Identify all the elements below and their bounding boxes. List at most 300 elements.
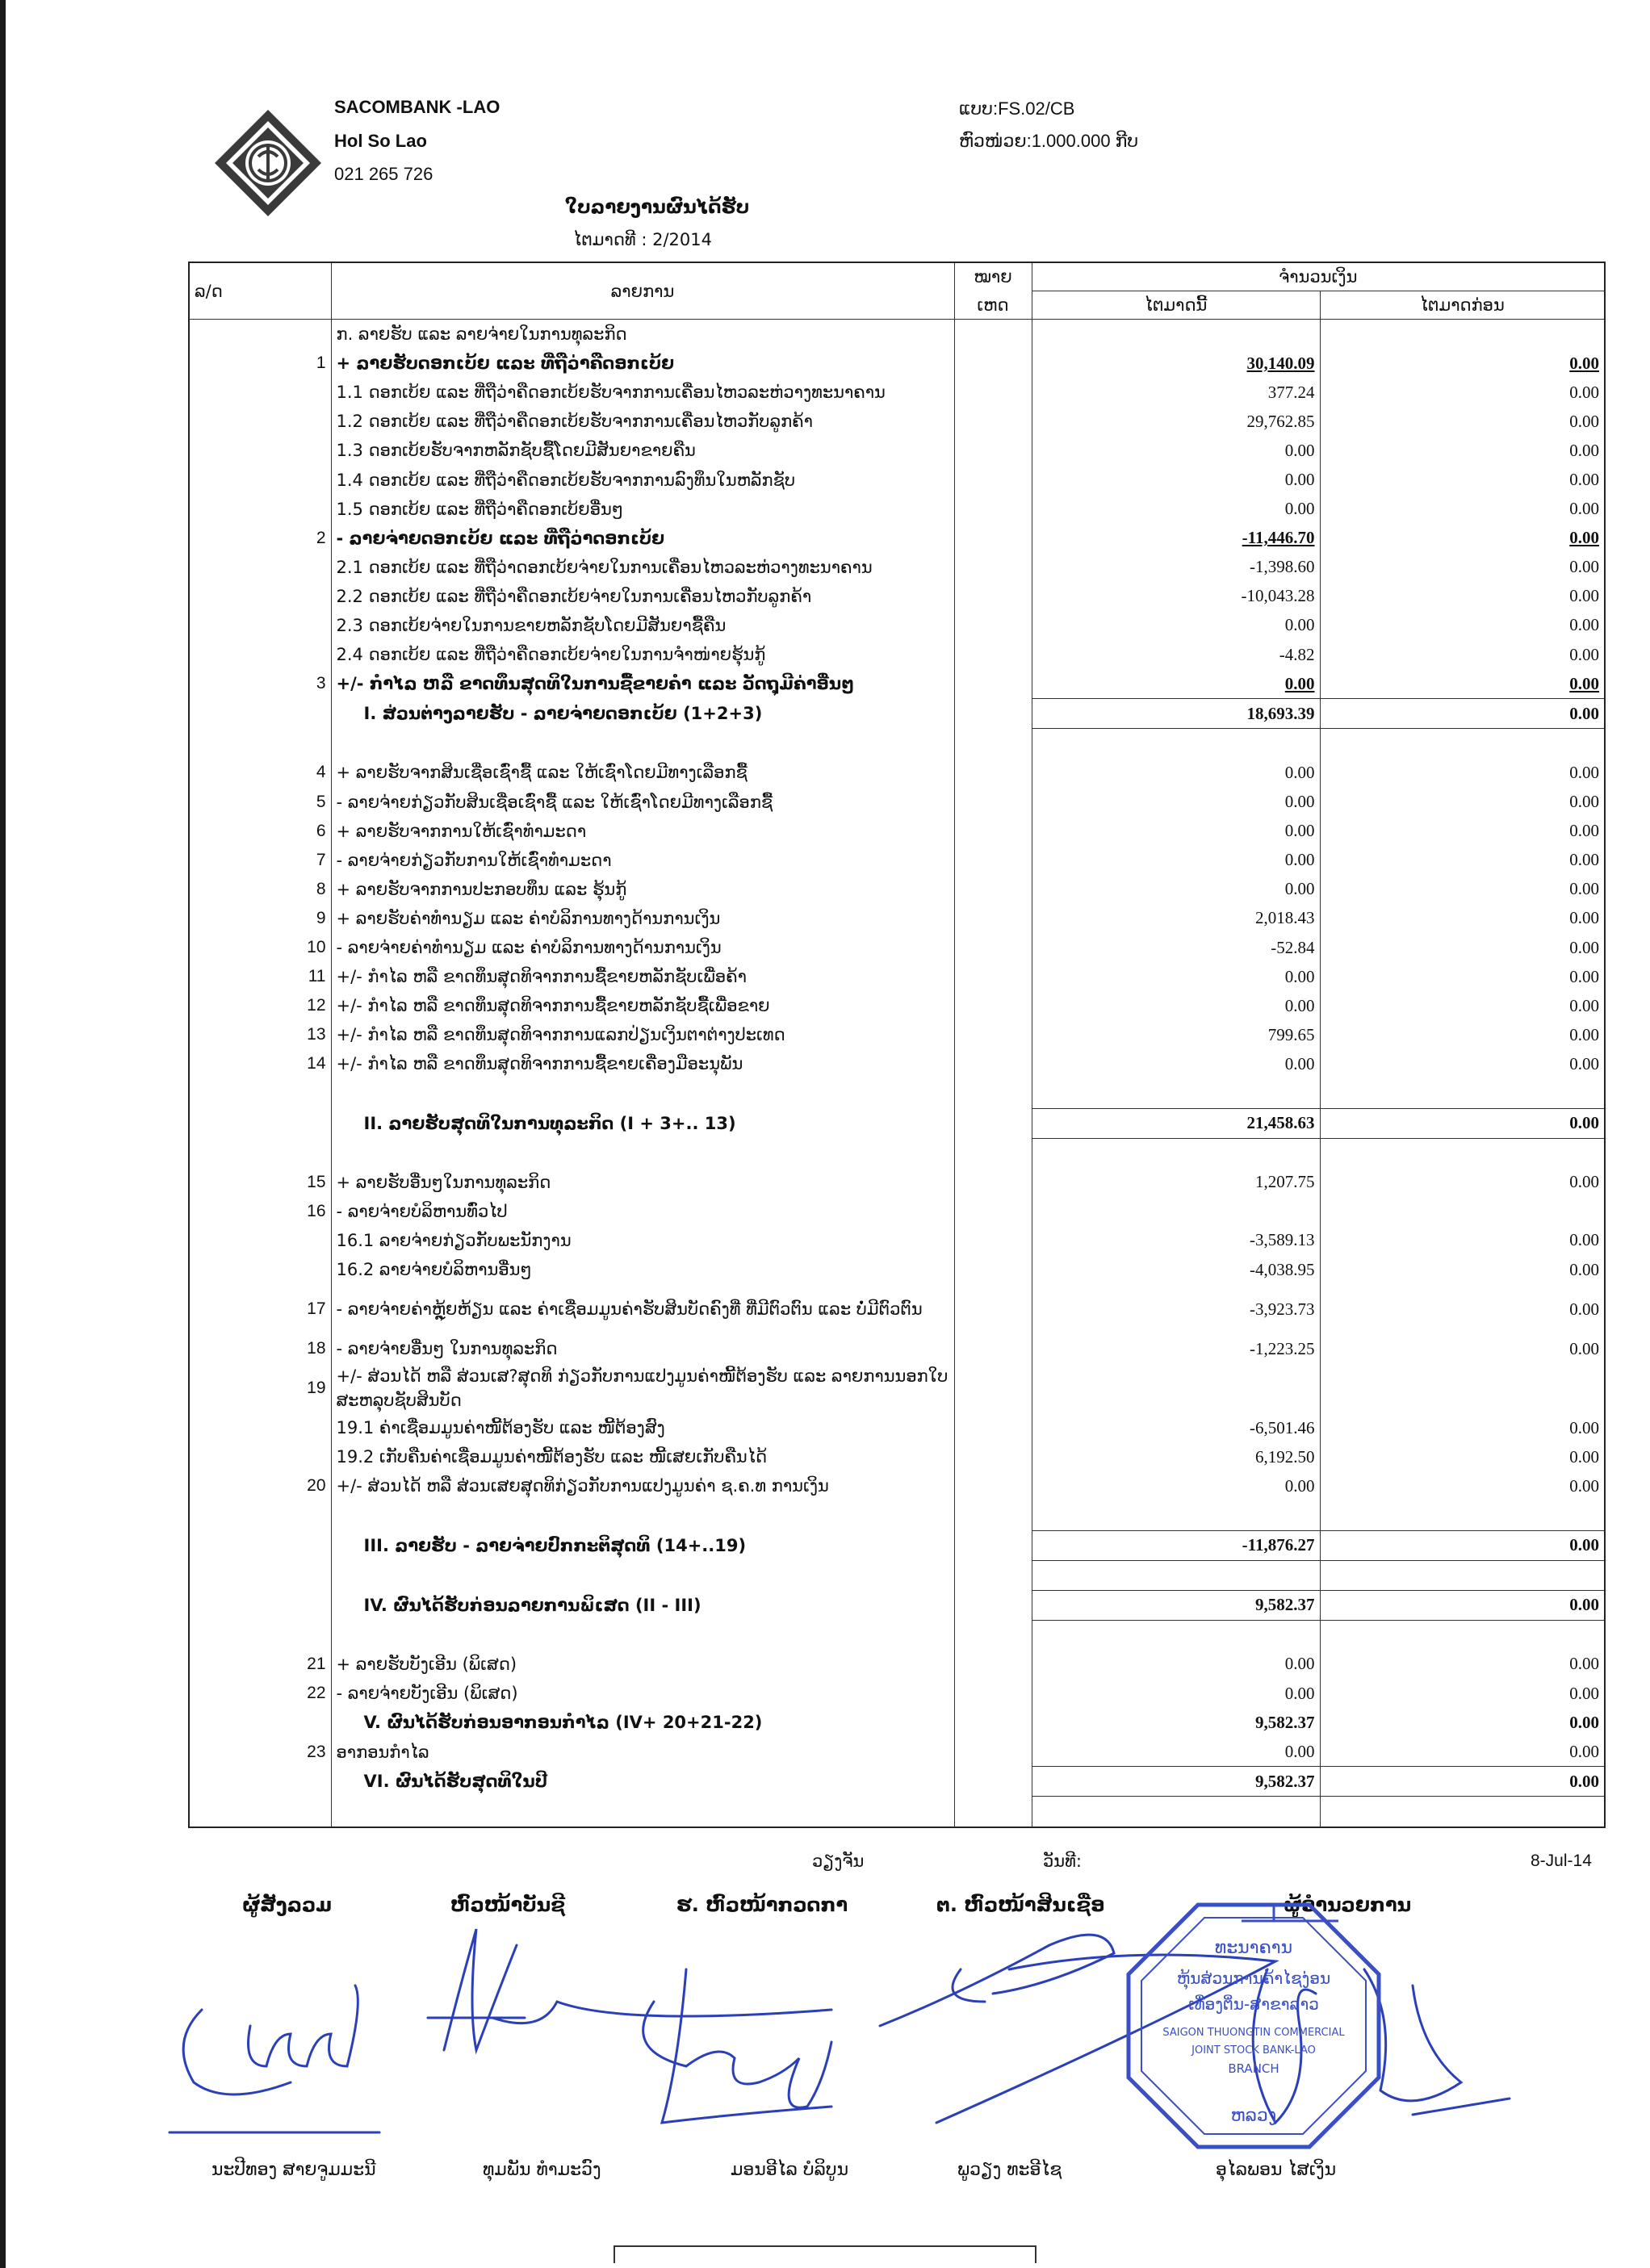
- row-current-amount: 0.00: [1032, 1679, 1320, 1708]
- income-statement-table: [188, 262, 1606, 1828]
- row-previous-amount: 0.00: [1320, 553, 1605, 582]
- row-previous-amount: 0.00: [1320, 1168, 1605, 1197]
- row-previous-amount: 0.00: [1320, 1737, 1605, 1767]
- row-previous-amount: 0.00: [1320, 1226, 1605, 1255]
- table-row: [189, 669, 1605, 699]
- row-note: [954, 1413, 1032, 1442]
- row-note: [954, 846, 1032, 875]
- row-label: 1.3 ດອກເບ້ຍຮັບຈາກຫລັກຊັບຊື້ໂດຍມີສັນຍາຂາຍຄືນ: [331, 436, 954, 465]
- table-row: [189, 1500, 1605, 1530]
- row-number: [189, 729, 331, 759]
- row-previous-amount: 0.00: [1320, 582, 1605, 611]
- row-previous-amount: [1320, 1363, 1605, 1413]
- table-row: [189, 1363, 1605, 1413]
- row-number: [189, 320, 331, 349]
- table-row: [189, 817, 1605, 846]
- row-number: [189, 1620, 331, 1650]
- table-row: [189, 1334, 1605, 1363]
- row-label: +/- ສ່ວນໄດ້ ຫລື ສ່ວນເສຍສຸດທິກ່ຽວກັບການແປງມູນຄ່າ ຊ.ຄ.ທ ການເງິນ: [331, 1471, 954, 1500]
- row-label: 16.2 ລາຍຈ່າຍບໍລິຫານອື່ນໆ: [331, 1255, 954, 1284]
- row-previous-amount: 0.00: [1320, 1049, 1605, 1078]
- row-note: [954, 933, 1032, 962]
- row-previous-amount: 0.00: [1320, 669, 1605, 699]
- row-number: [189, 1708, 331, 1737]
- row-number: [189, 1560, 331, 1590]
- column-header-previous: ໄຕມາດກ່ອນ: [1320, 291, 1605, 320]
- signature-title-director: ຜູ້ອຳນວຍການ: [1284, 1893, 1412, 1916]
- row-label: [331, 1797, 954, 1827]
- row-current-amount: [1032, 1797, 1320, 1827]
- table-row: [189, 1708, 1605, 1737]
- row-current-amount: 0.00: [1032, 1650, 1320, 1679]
- row-current-amount: 29,762.85: [1032, 407, 1320, 436]
- row-label: + ລາຍຮັບຈາກການປະກອບທຶນ ແລະ ຮຸ້ນກູ້: [331, 875, 954, 904]
- table-row: [189, 611, 1605, 640]
- row-current-amount: 0.00: [1032, 962, 1320, 991]
- row-current-amount: 9,582.37: [1032, 1590, 1320, 1620]
- row-label: - ລາຍຈ່າຍບັງເອີນ (ພິເສດ): [331, 1679, 954, 1708]
- row-current-amount: 1,207.75: [1032, 1168, 1320, 1197]
- row-number: [189, 1530, 331, 1560]
- row-previous-amount: [1320, 1797, 1605, 1827]
- table-row: [189, 1078, 1605, 1108]
- row-note: [954, 1197, 1032, 1226]
- row-number: [189, 407, 331, 436]
- stamp-line6: BRANCH: [1228, 2061, 1279, 2076]
- row-previous-amount: 0.00: [1320, 1708, 1605, 1737]
- row-previous-amount: 0.00: [1320, 465, 1605, 494]
- date-label: ວັນທີ:: [1043, 1852, 1082, 1871]
- row-number: [189, 611, 331, 640]
- row-current-amount: -1,223.25: [1032, 1334, 1320, 1363]
- row-label: +/- ກຳໄລ ຫລື ຂາດທຶນສຸດທິຈາກການຊື້ຂາຍເຄື່ອງມືອະນຸພັນ: [331, 1049, 954, 1078]
- row-label: 2.1 ດອກເບ້ຍ ແລະ ທີ່ຖືວ່າດອກເບ້ຍຈ່າຍໃນການເຄື່ອນໄຫວລະຫ່ວາງທະນາຄານ: [331, 553, 954, 582]
- row-previous-amount: 0.00: [1320, 407, 1605, 436]
- table-row: [189, 640, 1605, 669]
- row-label: + ລາຍຮັບບັງເອີນ (ພິເສດ): [331, 1650, 954, 1679]
- row-label: - ລາຍຈ່າຍບໍລິຫານທົ່ວໄປ: [331, 1197, 954, 1226]
- row-note: [954, 1737, 1032, 1767]
- signature-title-credit-head: ຕ. ຫົວໜ້າສິນເຊື່ອ: [936, 1893, 1105, 1916]
- row-number: 1: [189, 349, 331, 378]
- row-current-amount: 0.00: [1032, 495, 1320, 524]
- row-label: [331, 729, 954, 759]
- row-note: [954, 611, 1032, 640]
- signatory-name-3: ມອນອີໄລ ບໍລິບູນ: [731, 2160, 849, 2180]
- row-note: [954, 1708, 1032, 1737]
- row-number: 22: [189, 1679, 331, 1708]
- row-number: [189, 1500, 331, 1530]
- row-note: [954, 378, 1032, 407]
- row-label: 2.2 ດອກເບ້ຍ ແລະ ທີ່ຖືວ່າຄືດອກເບ້ຍຈ່າຍໃນການເຄື່ອນໄຫວກັບລູກຄ້າ: [331, 582, 954, 611]
- row-current-amount: 0.00: [1032, 669, 1320, 699]
- row-current-amount: [1032, 729, 1320, 759]
- row-note: [954, 1108, 1032, 1138]
- row-label: ອາກອນກຳໄລ: [331, 1737, 954, 1767]
- row-note: [954, 1168, 1032, 1197]
- row-note: [954, 1138, 1032, 1168]
- row-current-amount: 0.00: [1032, 1471, 1320, 1500]
- row-label: [331, 1078, 954, 1108]
- row-previous-amount: 0.00: [1320, 991, 1605, 1020]
- row-number: 9: [189, 904, 331, 933]
- table-row: [189, 1560, 1605, 1590]
- row-number: [189, 582, 331, 611]
- row-note: [954, 1560, 1032, 1590]
- row-previous-amount: 0.00: [1320, 1284, 1605, 1334]
- row-label: +/- ສ່ວນໄດ້ ຫລື ສ່ວນເສ?ສຸດທິ ກ່ຽວກັບການແປງມູນຄ່າໜີ້ຕ້ອງຮັບ ແລະ ລາຍການນອກໃບສະຫລຸບຊັບສິນບັດ: [331, 1363, 954, 1413]
- row-previous-amount: [1320, 1500, 1605, 1530]
- row-previous-amount: 0.00: [1320, 1679, 1605, 1708]
- row-label: IV. ຜົນໄດ້ຮັບກ່ອນລາຍການພິເສດ (II - III): [331, 1590, 954, 1620]
- column-header-current: ໄຕມາດນີ້: [1032, 291, 1320, 320]
- row-label: + ລາຍຮັບອື່ນໆໃນການທຸລະກິດ: [331, 1168, 954, 1197]
- row-label: 1.5 ດອກເບ້ຍ ແລະ ທີ່ຖືວ່າຄືດອກເບ້ຍອື່ນໆ: [331, 495, 954, 524]
- row-number: 16: [189, 1197, 331, 1226]
- table-row: [189, 1679, 1605, 1708]
- row-label: +/- ກຳໄລ ຫລື ຂາດທຶນສຸດທິໃນການຊື້ຂາຍຄຳ ແລະ ວັດຖຸມີຄ່າອື່ນໆ: [331, 669, 954, 699]
- report-date: 8-Jul-14: [1531, 1852, 1592, 1870]
- row-number: 3: [189, 669, 331, 699]
- row-label: - ລາຍຈ່າຍອື່ນໆ ໃນການທຸລະກິດ: [331, 1334, 954, 1363]
- row-previous-amount: 0.00: [1320, 1530, 1605, 1560]
- row-number: [189, 378, 331, 407]
- row-previous-amount: 0.00: [1320, 933, 1605, 962]
- row-previous-amount: [1320, 320, 1605, 349]
- row-current-amount: 0.00: [1032, 817, 1320, 846]
- row-label: 19.1 ຄ່າເຊື່ອມມູນຄ່າໜີ້ຕ້ອງຮັບ ແລະ ໜີ້ຕ້ອງສົງ: [331, 1413, 954, 1442]
- table-row: [189, 962, 1605, 991]
- row-current-amount: 0.00: [1032, 1737, 1320, 1767]
- table-row: [189, 407, 1605, 436]
- table-row: [189, 1168, 1605, 1197]
- row-number: 20: [189, 1471, 331, 1500]
- row-number: [189, 495, 331, 524]
- row-label: +/- ກຳໄລ ຫລື ຂາດທຶນສຸດທິຈາກການຊື້ຂາຍຫລັກຊັບເພື່ອຄ້າ: [331, 962, 954, 991]
- row-note: [954, 1020, 1032, 1049]
- row-label: - ລາຍຈ່າຍກ່ຽວກັບສິນເຊື່ອເຊົ່າຊື້ ແລະ ໃຫ້ເຊົ່າໂດຍມີທາງເລືອກຊື້: [331, 788, 954, 817]
- row-current-amount: 0.00: [1032, 1049, 1320, 1078]
- row-previous-amount: 0.00: [1320, 1255, 1605, 1284]
- row-number: [189, 1442, 331, 1471]
- row-current-amount: 0.00: [1032, 436, 1320, 465]
- row-previous-amount: 0.00: [1320, 1442, 1605, 1471]
- scan-edge: [0, 0, 6, 2268]
- row-label: [331, 1500, 954, 1530]
- row-number: 12: [189, 991, 331, 1020]
- row-number: 18: [189, 1334, 331, 1363]
- handwritten-signatures: [153, 1921, 1614, 2163]
- row-current-amount: 18,693.39: [1032, 699, 1320, 729]
- row-number: [189, 1255, 331, 1284]
- column-header-item: ລາຍການ: [331, 262, 954, 320]
- table-row: [189, 349, 1605, 378]
- row-previous-amount: 0.00: [1320, 817, 1605, 846]
- row-current-amount: [1032, 1560, 1320, 1590]
- row-current-amount: -52.84: [1032, 933, 1320, 962]
- row-note: [954, 1679, 1032, 1708]
- row-label: - ລາຍຈ່າຍຄ່າທຳນຽມ ແລະ ຄ່າບໍລິການທາງດ້ານການເງິນ: [331, 933, 954, 962]
- row-label: V. ຜົນໄດ້ຮັບກ່ອນອາກອນກຳໄລ (IV+ 20+21-22): [331, 1708, 954, 1737]
- row-note: [954, 1442, 1032, 1471]
- row-current-amount: 0.00: [1032, 991, 1320, 1020]
- row-number: [189, 1413, 331, 1442]
- row-previous-amount: [1320, 729, 1605, 759]
- row-label: 16.1 ລາຍຈ່າຍກ່ຽວກັບພະນັກງານ: [331, 1226, 954, 1255]
- row-label: 1.4 ດອກເບ້ຍ ແລະ ທີ່ຖືວ່າຄືດອກເບ້ຍຮັບຈາກການລົງທຶນໃນຫລັກຊັບ: [331, 465, 954, 494]
- row-previous-amount: 0.00: [1320, 904, 1605, 933]
- row-current-amount: [1032, 1078, 1320, 1108]
- row-previous-amount: [1320, 1078, 1605, 1108]
- row-label: - ລາຍຈ່າຍດອກເບ້ຍ ແລະ ທີ່ຖືວ່າດອກເບ້ຍ: [331, 524, 954, 553]
- row-current-amount: 0.00: [1032, 758, 1320, 787]
- row-previous-amount: 0.00: [1320, 1650, 1605, 1679]
- row-number: [189, 1590, 331, 1620]
- signatory-name-1: ນະປີທອງ ສາຍຈູມມະນີ: [211, 2160, 376, 2180]
- row-current-amount: 0.00: [1032, 846, 1320, 875]
- row-note: [954, 553, 1032, 582]
- row-note: [954, 817, 1032, 846]
- row-current-amount: 0.00: [1032, 465, 1320, 494]
- table-row: [189, 524, 1605, 553]
- row-number: 6: [189, 817, 331, 846]
- row-label: + ລາຍຮັບຈາກສິນເຊື່ອເຊົ່າຊື້ ແລະ ໃຫ້ເຊົ່າໂດຍມີທາງເລືອກຊື້: [331, 758, 954, 787]
- table-row: [189, 553, 1605, 582]
- row-current-amount: -4,038.95: [1032, 1255, 1320, 1284]
- table-row: [189, 1471, 1605, 1500]
- row-current-amount: [1032, 1363, 1320, 1413]
- row-previous-amount: 0.00: [1320, 1413, 1605, 1442]
- stamp-line5: JOINT STOCK BANK-LAO: [1191, 2044, 1316, 2057]
- row-current-amount: [1032, 1138, 1320, 1168]
- row-label: ກ. ລາຍຮັບ ແລະ ລາຍຈ່າຍໃນການທຸລະກິດ: [331, 320, 954, 349]
- table-row: [189, 582, 1605, 611]
- row-previous-amount: 0.00: [1320, 611, 1605, 640]
- row-current-amount: 0.00: [1032, 611, 1320, 640]
- row-number: 4: [189, 758, 331, 787]
- row-current-amount: [1032, 1500, 1320, 1530]
- row-label: +/- ກຳໄລ ຫລື ຂາດທຶນສຸດທິຈາກການແລກປ່ຽນເງິນຕາຕ່າງປະເທດ: [331, 1020, 954, 1049]
- row-previous-amount: 0.00: [1320, 349, 1605, 378]
- table-row: [189, 495, 1605, 524]
- row-number: 13: [189, 1020, 331, 1049]
- row-current-amount: 21,458.63: [1032, 1108, 1320, 1138]
- table-row: [189, 699, 1605, 729]
- row-number: [189, 699, 331, 729]
- row-note: [954, 1078, 1032, 1108]
- row-current-amount: -11,446.70: [1032, 524, 1320, 553]
- stamp-line3: ເທື່ອງຕິ່ນ-ສາຂາລາວ: [1188, 1994, 1319, 2014]
- row-label: + ລາຍຮັບດອກເບ້ຍ ແລະ ທີ່ຖືວ່າຄືດອກເບ້ຍ: [331, 349, 954, 378]
- row-note: [954, 1284, 1032, 1334]
- currency-unit: ຫົວໜ່ວຍ:1.000.000 ກີບ: [959, 131, 1139, 151]
- row-previous-amount: 0.00: [1320, 1020, 1605, 1049]
- row-previous-amount: 0.00: [1320, 495, 1605, 524]
- row-note: [954, 495, 1032, 524]
- table-row: [189, 875, 1605, 904]
- row-note: [954, 904, 1032, 933]
- row-number: 8: [189, 875, 331, 904]
- page-bottom-tab: [614, 2245, 1036, 2263]
- sacombank-logo-icon: [211, 107, 325, 220]
- table-row: [189, 1226, 1605, 1255]
- row-current-amount: -1,398.60: [1032, 553, 1320, 582]
- row-current-amount: [1032, 1620, 1320, 1650]
- row-previous-amount: 0.00: [1320, 436, 1605, 465]
- signature-title-compiler: ຜູ້ສັງລວມ: [242, 1893, 333, 1916]
- row-previous-amount: 0.00: [1320, 962, 1605, 991]
- row-note: [954, 875, 1032, 904]
- row-number: 11: [189, 962, 331, 991]
- row-current-amount: -10,043.28: [1032, 582, 1320, 611]
- row-current-amount: 799.65: [1032, 1020, 1320, 1049]
- row-number: 14: [189, 1049, 331, 1078]
- row-note: [954, 1767, 1032, 1797]
- row-note: [954, 524, 1032, 553]
- table-row: [189, 788, 1605, 817]
- column-header-note-top: ໝາຍ: [954, 262, 1032, 291]
- table-row: [189, 1255, 1605, 1284]
- table-row: [189, 1413, 1605, 1442]
- row-current-amount: 30,140.09: [1032, 349, 1320, 378]
- row-current-amount: 9,582.37: [1032, 1767, 1320, 1797]
- row-label: 1.2 ດອກເບ້ຍ ແລະ ທີ່ຖືວ່າຄືດອກເບ້ຍຮັບຈາກການເຄື່ອນໄຫວກັບລູກຄ້າ: [331, 407, 954, 436]
- stamp-line1: ທະນາຄານ: [1214, 1938, 1293, 1958]
- row-current-amount: 6,192.50: [1032, 1442, 1320, 1471]
- row-previous-amount: 0.00: [1320, 1590, 1605, 1620]
- row-note: [954, 1650, 1032, 1679]
- bank-name: SACOMBANK -LAO: [334, 97, 500, 117]
- row-previous-amount: 0.00: [1320, 758, 1605, 787]
- row-current-amount: [1032, 1197, 1320, 1226]
- row-label: I. ສ່ວນຕ່າງລາຍຮັບ - ລາຍຈ່າຍດອກເບ້ຍ (1+2+3): [331, 699, 954, 729]
- row-previous-amount: 0.00: [1320, 640, 1605, 669]
- row-current-amount: 0.00: [1032, 788, 1320, 817]
- row-note: [954, 699, 1032, 729]
- table-row: [189, 320, 1605, 349]
- table-row: [189, 1442, 1605, 1471]
- row-previous-amount: 0.00: [1320, 1334, 1605, 1363]
- row-number: 15: [189, 1168, 331, 1197]
- row-number: 21: [189, 1650, 331, 1679]
- row-label: [331, 1620, 954, 1650]
- table-row: [189, 1530, 1605, 1560]
- row-note: [954, 640, 1032, 669]
- row-note: [954, 729, 1032, 759]
- row-note: [954, 465, 1032, 494]
- stamp-line4: SAIGON THUONGTIN COMMERCIAL: [1162, 2027, 1345, 2039]
- table-row: [189, 1767, 1605, 1797]
- column-header-no: ລ/ດ: [189, 262, 331, 320]
- row-previous-amount: [1320, 1197, 1605, 1226]
- row-note: [954, 436, 1032, 465]
- row-label: II. ລາຍຮັບສຸດທິໃນການທຸລະກິດ (I + 3+.. 13): [331, 1108, 954, 1138]
- row-previous-amount: 0.00: [1320, 875, 1605, 904]
- row-note: [954, 1590, 1032, 1620]
- row-number: [189, 1226, 331, 1255]
- form-code: ແບບ:FS.02/CB: [959, 98, 1075, 119]
- row-number: 10: [189, 933, 331, 962]
- table-row: [189, 846, 1605, 875]
- row-previous-amount: 0.00: [1320, 788, 1605, 817]
- row-label: [331, 1560, 954, 1590]
- table-row: [189, 1797, 1605, 1827]
- row-label: - ລາຍຈ່າຍກ່ຽວກັບການໃຫ້ເຊົ່າທຳມະດາ: [331, 846, 954, 875]
- row-number: 2: [189, 524, 331, 553]
- row-note: [954, 1620, 1032, 1650]
- row-note: [954, 349, 1032, 378]
- table-row: [189, 1620, 1605, 1650]
- table-row: [189, 1197, 1605, 1226]
- row-label: 1.1 ດອກເບ້ຍ ແລະ ທີ່ຖືວ່າຄືດອກເບ້ຍຮັບຈາກການເຄື່ອນໄຫວລະຫ່ວາງທະນາຄານ: [331, 378, 954, 407]
- row-previous-amount: 0.00: [1320, 846, 1605, 875]
- row-previous-amount: 0.00: [1320, 1767, 1605, 1797]
- bank-address: Hol So Lao: [334, 131, 427, 151]
- row-current-amount: -11,876.27: [1032, 1530, 1320, 1560]
- row-note: [954, 1226, 1032, 1255]
- row-number: 17: [189, 1284, 331, 1334]
- official-stamp: [1120, 1897, 1387, 2155]
- row-note: [954, 1363, 1032, 1413]
- table-row: [189, 1590, 1605, 1620]
- row-previous-amount: 0.00: [1320, 524, 1605, 553]
- signature-title-chief-accountant: ຫົວໜ້າບັນຊີ: [450, 1893, 566, 1916]
- row-previous-amount: [1320, 1138, 1605, 1168]
- place: ວຽງຈັນ: [812, 1852, 865, 1871]
- row-label: + ລາຍຮັບຈາກການໃຫ້ເຊົ່າທຳມະດາ: [331, 817, 954, 846]
- row-note: [954, 962, 1032, 991]
- row-number: 23: [189, 1737, 331, 1767]
- row-previous-amount: 0.00: [1320, 1471, 1605, 1500]
- table-row: [189, 1020, 1605, 1049]
- row-label: 2.3 ດອກເບ້ຍຈ່າຍໃນການຂາຍຫລັກຊັບໂດຍມີສັນຍາຊື້ຄືນ: [331, 611, 954, 640]
- row-number: [189, 640, 331, 669]
- signatory-name-4: ພູວຽງ ທະອີໄຊ: [957, 2160, 1062, 2180]
- row-current-amount: -6,501.46: [1032, 1413, 1320, 1442]
- row-label: 2.4 ດອກເບ້ຍ ແລະ ທີ່ຖືວ່າຄືດອກເບ້ຍຈ່າຍໃນການຈຳໜ່າຍຮຸ້ນກູ້: [331, 640, 954, 669]
- row-note: [954, 1797, 1032, 1827]
- row-number: 5: [189, 788, 331, 817]
- stamp-line7: ຫລວງ: [1230, 2106, 1277, 2126]
- row-note: [954, 1334, 1032, 1363]
- table-row: [189, 378, 1605, 407]
- row-current-amount: [1032, 320, 1320, 349]
- row-label: +/- ກຳໄລ ຫລື ຂາດທຶນສຸດທິຈາກການຊື້ຂາຍຫລັກຊັບຊື້ເພື່ອຂາຍ: [331, 991, 954, 1020]
- row-number: [189, 553, 331, 582]
- table-row: [189, 436, 1605, 465]
- row-current-amount: -4.82: [1032, 640, 1320, 669]
- row-note: [954, 669, 1032, 699]
- row-note: [954, 1049, 1032, 1078]
- table-row: [189, 758, 1605, 787]
- row-note: [954, 320, 1032, 349]
- column-header-note-bottom: ເຫດ: [954, 291, 1032, 320]
- row-number: [189, 436, 331, 465]
- row-note: [954, 1255, 1032, 1284]
- table-body: [189, 320, 1605, 1827]
- table-row: [189, 1108, 1605, 1138]
- row-number: [189, 1138, 331, 1168]
- table-row: [189, 1737, 1605, 1767]
- row-current-amount: -3,923.73: [1032, 1284, 1320, 1334]
- row-previous-amount: 0.00: [1320, 699, 1605, 729]
- stamp-line2: ຫຸ້ນສ່ວນການຄ້າໄຊງ່ອນ: [1176, 1969, 1331, 1988]
- row-number: [189, 1767, 331, 1797]
- row-note: [954, 788, 1032, 817]
- row-number: [189, 1108, 331, 1138]
- row-current-amount: 377.24: [1032, 378, 1320, 407]
- row-previous-amount: 0.00: [1320, 378, 1605, 407]
